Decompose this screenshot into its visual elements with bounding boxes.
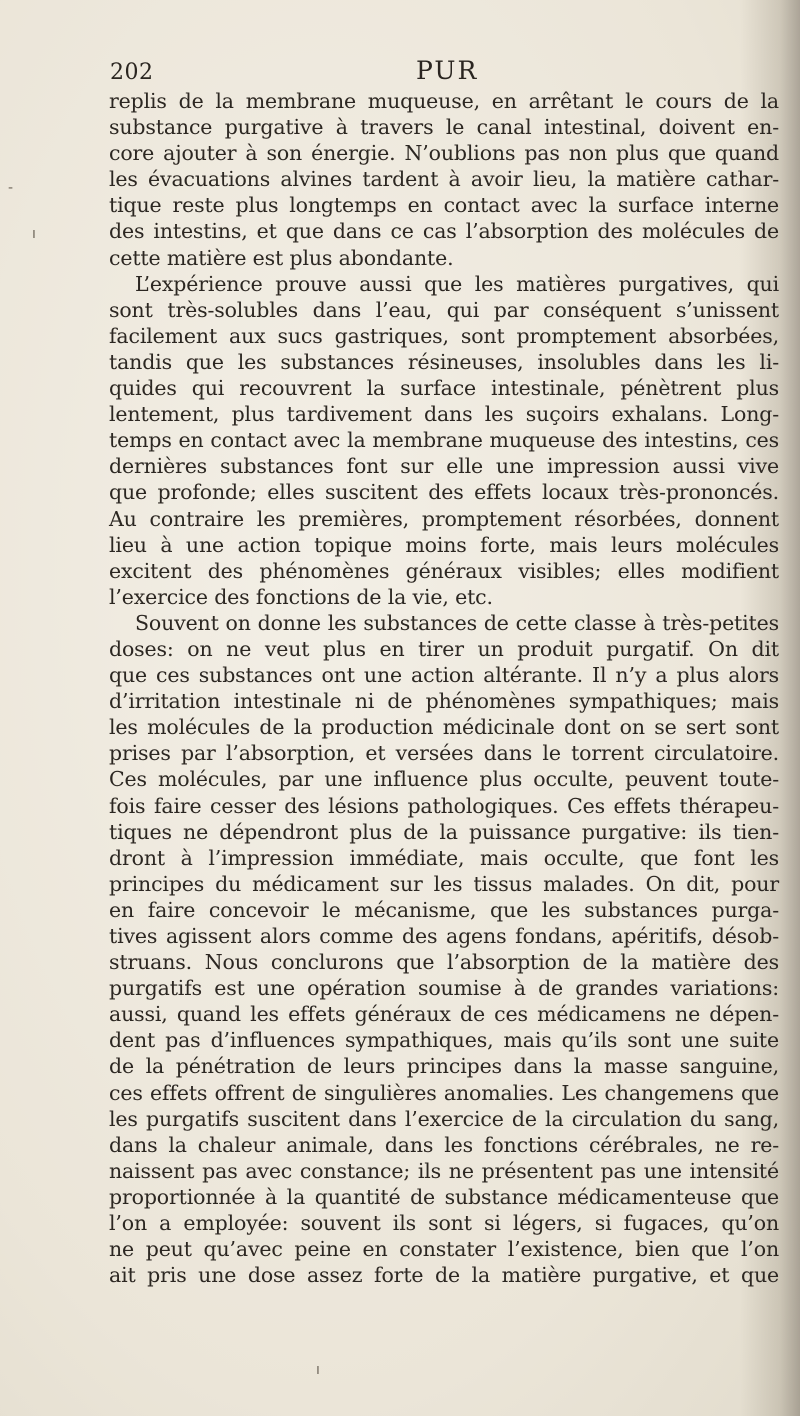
page-header bbox=[110, 56, 770, 90]
margin-tick: ı bbox=[32, 226, 36, 242]
text-line: les molécules de la production médicinale dont on se sert sont bbox=[109, 715, 779, 740]
text-line: ne peut qu’avec peine en constater l’existence, bien que l’on bbox=[109, 1237, 779, 1262]
text-line: de la pénétration de leurs principes dans la masse sanguine, bbox=[109, 1054, 779, 1079]
text-line: que profonde; elles suscitent des effets locaux très-prononcés. bbox=[109, 480, 779, 505]
text-line: excitent des phénomènes généraux visibles; elles modifient bbox=[109, 558, 779, 583]
text-line: l’on a employée: souvent ils sont si légers, si fugaces, qu’on bbox=[109, 1211, 779, 1236]
text-line: tique reste plus longtemps en contact avec la surface interne bbox=[109, 193, 779, 218]
text-line: lentement, plus tardivement dans les suçoirs exhalans. Long- bbox=[109, 402, 779, 427]
text-line: fois faire cesser des lésions pathologiques. Ces effets thérapeu- bbox=[109, 793, 779, 818]
text-line: dans la chaleur animale, dans les fonctions cérébrales, ne re- bbox=[109, 1132, 779, 1157]
text-line: dront à l’impression immédiate, mais occulte, que font les bbox=[109, 845, 779, 870]
text-line: prises par l’absorption, et versées dans le torrent circulatoire. bbox=[109, 741, 779, 766]
text-line: L’expérience prouve aussi que les matières purgatives, qui bbox=[135, 271, 779, 296]
text-line: que ces substances ont une action altérante. Il n’y a plus alors bbox=[109, 663, 779, 688]
text-line: core ajouter à son énergie. N’oublions pas non plus que quand bbox=[109, 141, 779, 166]
text-line: d’irritation intestinale ni de phénomènes sympathiques; mais bbox=[109, 689, 779, 714]
text-line: temps en contact avec la membrane muqueuse des intestins, ces bbox=[109, 428, 779, 453]
text-line: tives agissent alors comme des agens fondans, apéritifs, désob- bbox=[109, 924, 779, 948]
text-line: Au contraire les premières, promptement résorbées, donnent bbox=[109, 506, 779, 531]
text-line: Souvent on donne les substances de cette classe à très-petites bbox=[135, 610, 779, 635]
text-line: dernières substances font sur elle une impression aussi vive bbox=[109, 454, 779, 479]
text-line: quides qui recouvrent la surface intestinale, pénètrent plus bbox=[109, 376, 779, 401]
text-line: facilement aux sucs gastriques, sont promptement absorbées, bbox=[109, 323, 779, 348]
margin-dash: - bbox=[8, 180, 14, 196]
text-line: struans. Nous conclurons que l’absorption de la matière des bbox=[109, 950, 779, 975]
text-line: doses: on ne veut plus en tirer un produit purgatif. On dit bbox=[109, 636, 779, 661]
text-line: naissent pas avec constance; ils ne présentent pas une intensité bbox=[109, 1158, 779, 1183]
text-line: ait pris une dose assez forte de la matière purgative, et que bbox=[109, 1263, 779, 1288]
margin-tick: ı bbox=[316, 1362, 320, 1378]
text-line: ces effets offrent de singulières anomalies. Les changemens que bbox=[109, 1080, 779, 1105]
text-line: aussi, quand les effets généraux de ces médicamens ne dépen- bbox=[109, 1002, 779, 1027]
text-line: Ces molécules, par une influence plus occulte, peuvent toute- bbox=[109, 767, 779, 792]
running-head: PUR bbox=[416, 56, 479, 85]
text-line: substance purgative à travers le canal intestinal, doivent en- bbox=[109, 115, 779, 140]
text-line: des intestins, et que dans ce cas l’absorption des molécules de bbox=[109, 219, 779, 244]
text-line: proportionnée à la quantité de substance médicamenteuse que bbox=[109, 1184, 779, 1209]
page-number: 202 bbox=[110, 60, 154, 85]
text-line: tiques ne dépendront plus de la puissance purgative: ils tien- bbox=[109, 819, 779, 844]
text-line: les évacuations alvines tardent à avoir lieu, la matière cathar- bbox=[109, 167, 779, 192]
text-line: cette matière est plus abondante. bbox=[109, 245, 454, 270]
text-line: les purgatifs suscitent dans l’exercice de la circulation du sang, bbox=[109, 1106, 779, 1131]
body-text bbox=[109, 88, 779, 1288]
text-line: l’exercice des fonctions de la vie, etc. bbox=[109, 584, 493, 609]
text-line: replis de la membrane muqueuse, en arrêtant le cours de la bbox=[109, 89, 779, 113]
text-line: purgatifs est une opération soumise à de grandes variations: bbox=[109, 976, 779, 1001]
text-line: tandis que les substances résineuses, insolubles dans les li- bbox=[109, 349, 779, 374]
text-line: en faire concevoir le mécanisme, que les substances purga- bbox=[109, 897, 779, 922]
text-line: principes du médicament sur les tissus malades. On dit, pour bbox=[109, 871, 779, 896]
text-line: sont très-solubles dans l’eau, qui par conséquent s’unissent bbox=[109, 297, 779, 322]
text-line: lieu à une action topique moins forte, mais leurs molécules bbox=[109, 532, 779, 557]
text-line: dent pas d’influences sympathiques, mais qu’ils sont une suite bbox=[109, 1028, 779, 1053]
